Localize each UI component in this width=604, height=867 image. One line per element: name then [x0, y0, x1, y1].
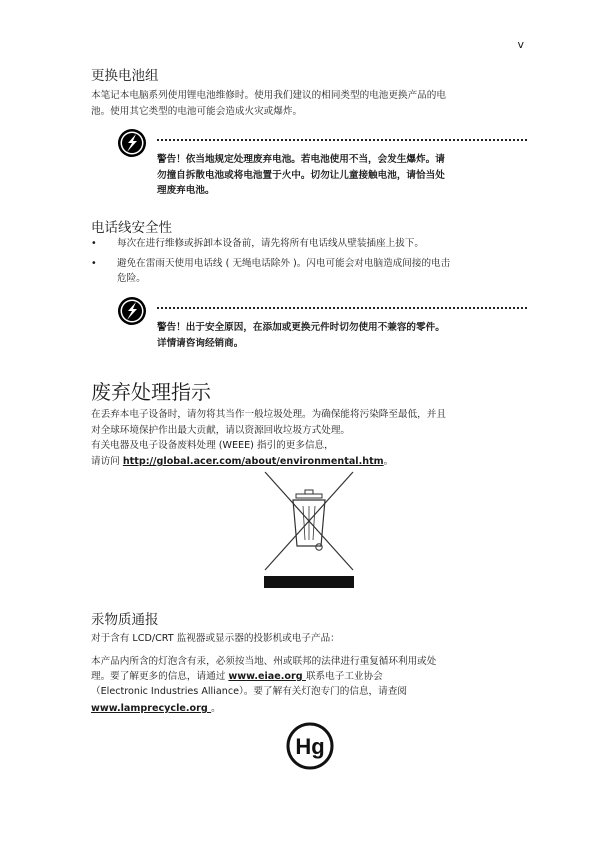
disposal-visit-line: 请访问 http://global.acer.com/about/environmental.htm。	[91, 456, 394, 467]
disposal-body: 在丢弃本电子设备时，请勿将其当作一般垃圾处理。为确保能将污染降至最低，并且 对全球环境保护作出最大贡献，请以资源回收垃圾方式处理。 有关电器及电子设备废料处理 (WEEE) 指引的更多信息，	[91, 409, 446, 451]
mercury-line-4: www.lamprecycle.org 。	[91, 703, 221, 714]
phone-warning-text: 警告！出于安全原因，在添加或更换元件时切勿使用不兼容的零件。 详情请咨询经销商。	[157, 322, 445, 349]
page-number: v	[517, 38, 524, 51]
mercury-heading: 汞物质通报	[91, 612, 159, 628]
mercury-intro: 对于含有 LCD/CRT 监视器或显示器的投影机或电子产品：	[91, 633, 340, 644]
warning-lightning-icon	[117, 296, 147, 326]
warning-lightning-icon	[117, 128, 147, 158]
battery-heading: 更换电池组	[91, 68, 159, 84]
hg-symbol-text: Hg	[295, 734, 325, 759]
mercury-hg-icon	[285, 721, 335, 771]
mercury-line-1: 本产品内所含的灯泡含有汞，必须按当地、州或联邦的法律进行重复循环利用或处	[91, 656, 437, 667]
weee-crossed-bin-icon	[263, 470, 355, 590]
list-item: • 避免在雷雨天使用电话线 ( 无绳电话除外 )。闪电可能会对电脑造成间接的电击 危险。	[91, 257, 451, 284]
battery-warning	[117, 128, 527, 198]
battery-warning-text: 警告！依当地规定处理废弃电池。若电池使用不当，会发生爆炸。请 勿撞自拆散电池或将电池置于火中。切勿让儿童接触电池，请恰当处 理废弃电池。	[157, 154, 445, 196]
list-item: • 每次在进行维修或拆卸本设备前，请先将所有电话线从壁装插座上拔下。	[91, 238, 424, 249]
lamprecycle-link[interactable]: www.lamprecycle.org	[91, 703, 212, 714]
phone-heading: 电话线安全性	[91, 220, 172, 236]
battery-body: 本笔记本电脑系列使用锂电池维修时。使用我们建议的相同类型的电池更换产品的电 池。使用其它类型的电池可能会造成火灾或爆炸。	[91, 90, 446, 117]
warning-divider	[157, 307, 527, 309]
environmental-link[interactable]: http://global.acer.com/about/environmental.htm	[122, 456, 384, 467]
warning-divider	[157, 139, 527, 141]
mercury-line-3: （Electronic Industries Alliance）。要了解有关灯泡专门的信息，请查阅	[91, 686, 407, 697]
mercury-line-2: 理。要了解更多的信息，请通过 www.eiae.org 联系电子工业协会	[91, 671, 383, 682]
phone-warning	[117, 296, 527, 356]
disposal-heading: 废弃处理指示	[91, 380, 211, 404]
eiae-link[interactable]: www.eiae.org	[228, 671, 306, 682]
phone-bullet-list	[91, 236, 531, 291]
